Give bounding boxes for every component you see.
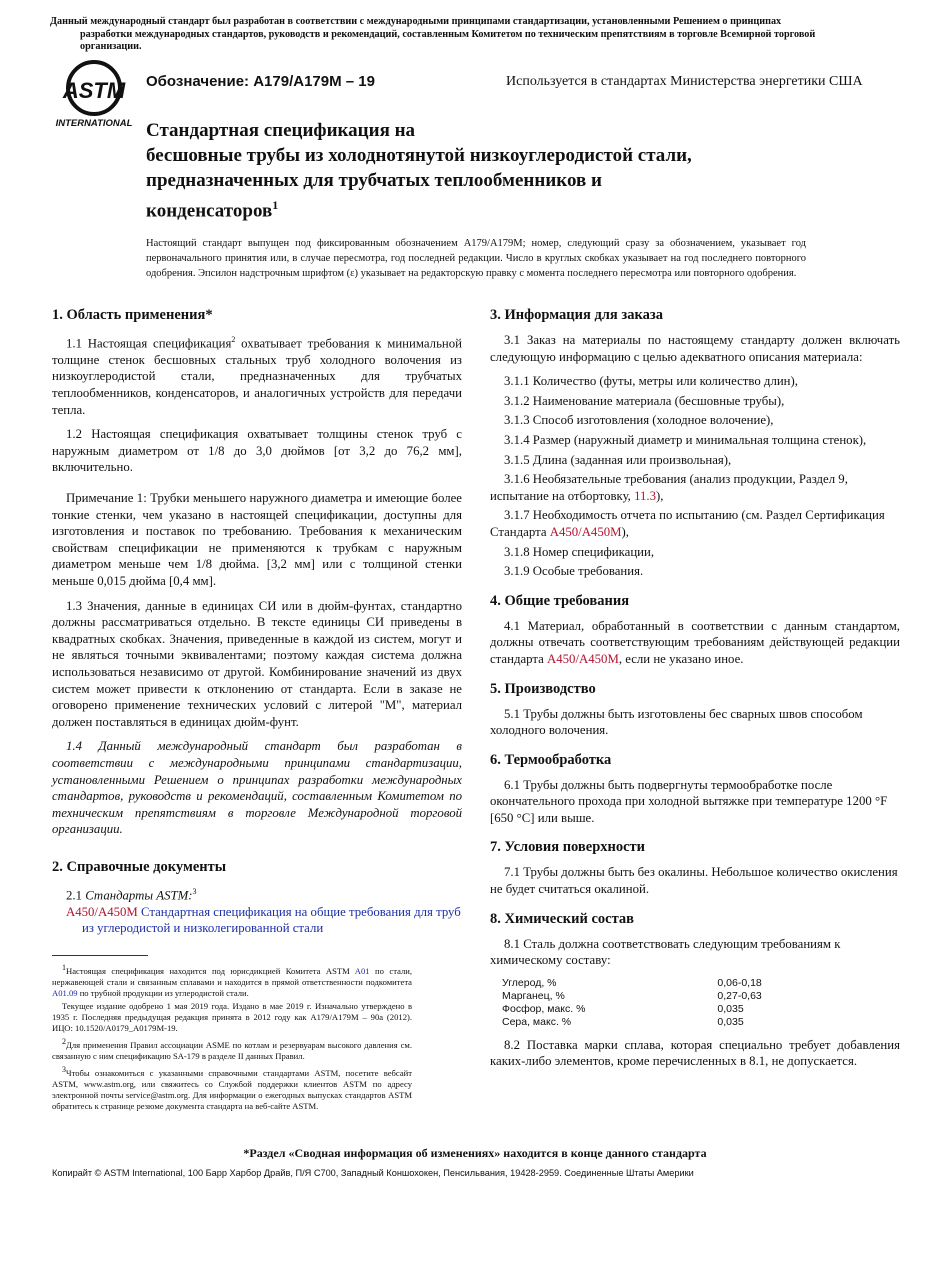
footnote-divider [52,955,148,956]
paragraph-1-1: 1.1 Настоящая спецификация$^2$ охватывает требования к минимальной толщине стенок бесшовных стальных труб холодного волочения из низкоуглеродистой стали, предназначенных для трубчатых теплообменников, конденсаторов, и аналогичных устройств для передачи тепла. [52,335,462,417]
logo-subtext: INTERNATIONAL [55,118,133,129]
section-heading: 6. Термообработка [490,751,612,768]
notice-line: организации. [80,41,142,52]
paragraph-6-1: 6.1 Трубы должны быть подвергнуты термообработке после окончательного прохода при холодной вытяжке при температуре 1200 °F [650 °C] или выше. [490,777,888,825]
logo-text: ASTM [62,78,126,103]
left-column [52,306,462,1114]
order-item: 3.1.9 Особые требования. [504,564,644,579]
chemical-composition-table [502,977,832,1029]
copyright: Копирайт © ASTM International, 100 Барр Харбор Драйв, П/Я C700, Западный Коншохокен, Пенсильвания, 19428-2959. Соединенные Штаты Америки [52,1168,694,1178]
order-item: 3.1.2 Наименование материала (бесшовные трубы), [504,393,785,408]
designation: Обозначение: A179/A179M – 19 [146,73,375,90]
section-heading: 2. Справочные документы [52,858,227,875]
section-heading: 7. Условия поверхности [490,839,646,856]
note-1: Примечание 1: Трубки меньшего наружного диаметра и имеющие более тонкие стенки, чем указано в настоящей спецификации, доступны для изготовления и поставок по требованию. Требования к механическим свойствам спецификации не применяются к трубкам с наружным диаметром меньше чем 1/8 дюйма. [3,2 мм] или с толщиной стенки меньше 0,015 дюйма [0,4 мм]. [52,491,462,588]
paragraph-8-2: 8.2 Поставка марки сплава, которая специально требует добавления каких-либо элементов, кроме перечисленных в 8.1, не допускается. [490,1037,900,1069]
footnote-1: $^1$Настоящая спецификация находится под юрисдикцией Комитета ASTM A01 по стали, нержавеющей стали и связанным сплавами и находится в прямой ответственности подкомитета A01.09 по трубной продукции из углеродистой стали. [52,962,412,998]
paragraph-8-1: 8.1 Сталь должна соответствовать следующим требованиям к химическому составу: [490,936,841,968]
section-heading: 1. Область применения* [52,307,213,323]
notice-line: разработки международных стандартов, руководств и рекомендаций, составленным Комитетом по техническим препятствиям в торговле Всемирной торговой [80,28,816,40]
paragraph-2-1: 2.1 Стандарты ASTM:$^3$ [66,886,197,903]
footnote-2: $^2$Для применения Правил ассоциации ASME по котлам и резервуарам высокого давления см. связанную с ним спецификацию SA-179 в разделе II данных Правил. [52,1036,412,1061]
order-item: 3.1.8 Номер спецификации, [504,544,655,559]
footnote-3: $^3$Чтобы ознакомиться с указанными справочными стандартами ASTM, посетите вебсайт ASTM, www.astm.org, или свяжитесь со Службой поддержки клиентов ASTM по адресу электронной почты service@astm.org. Для информации о ежегодных выпусках стандартов ASTM обратитесь к странице резюме документа стандарта на веб-сайте ASTM. [52,1064,412,1111]
intro-paragraph: Настоящий стандарт выпущен под фиксированным обозначением A179/A179M; номер, следующий сразу за обозначением, указывает год первоначального принятия или, в случае пересмотра, год последней редакции. Число в круглых скобках указывает на год последнего повторного одобрения. Эпсилон надстрочным шрифтом (ε) указывает на редакторскую правку с момента последнего пересмотра или повторного одобрения. [146,238,806,279]
order-item: 3.1.1 Количество (футы, метры или количество длин), [504,374,798,389]
document-title: Стандартная спецификация на бесшовные трубы из холоднотянутой низкоуглеродистой стали, предназначенных для трубчатых теплообменников и конденсаторов$^1$ [146,120,692,222]
table-row: Углерод, % 0,06-0,18 [502,976,762,989]
order-item: 3.1.5 Длина (заданная или произвольная), [504,452,732,467]
order-item: 3.1.6 Необязательные требования (анализ продукции, Раздел 9, испытание на отбортовку, 11.3), [490,472,848,503]
right-column [490,306,900,1078]
footnote-1-edition: Текущее издание одобрено 1 мая 2019 года. Издано в мае 2019 г. Изначально утверждено в 1935 г. Последняя предыдущая редакция принята в 2012 году как A179/A179M – 90a (2012). ИЦО: 10.1520/A0179_A0179M-19. [52,1000,412,1033]
table-row: Марганец, % 0,27-0,63 [502,989,762,1002]
notice-line: Данный международный стандарт был разработан в соответствии с международными принципами стандартизации, установленными Решением о принципах [50,16,782,27]
paragraph-1-2: 1.2 Настоящая спецификация охватывает толщины стенок труб с наружным диаметром от 1/8 до 3,0 дюймов [от 3,2 до 76,2 мм], включительно. [52,427,462,475]
paragraph-4-1: 4.1 Материал, обработанный в соответствии с данным стандартом, должны отвечать соответствующим требованиям действующей редакции стандарта A450/A450M, если не указано иное. [490,618,900,666]
astm-logo [54,58,134,130]
paragraph-1-4: 1.4 Данный международный стандарт был разработан в соответствии с международными принципами стандартизации, установленными Решением о принципах разработки международных стандартов, руководств и рекомендаций, составленным Комитетом по техническим препятствиям в торговле Международной торговой организации. [52,739,462,837]
section-heading: 3. Информация для заказа [490,307,663,323]
reference-a450[interactable]: A450/A450M Стандартная спецификация на общие требования для труб из углеродистой и низколегированной стали [66,904,461,936]
section-heading: 8. Химический состав [490,910,634,927]
used-by-doe: Используется в стандартах Министерства энергетики США [506,74,863,89]
international-standard-notice [50,16,910,54]
order-item: 3.1.4 Размер (наружный диаметр и минимальная толщина стенок), [504,432,867,447]
paragraph-7-1: 7.1 Трубы должны быть без окалины. Небольшое количество окисления не будет считаться окалиной. [490,865,898,897]
summary-of-changes-note: *Раздел «Сводная информация об изменениях» находится в конце данного стандарта [243,1146,707,1160]
section-heading: 5. Производство [490,680,596,697]
paragraph-1-3: 1.3 Значения, данные в единицах СИ или в дюйм-фунтах, стандартно должны рассматриваться отдельно. В тексте единицы СИ приведены в квадратных скобках. Значения, приведенные в каждой из систем, могут и не являться точными эквивалентами; поэтому каждая система должна использоваться независимо от другой. Комбинирование значений из двух систем может привести к отклонению от стандарта. Если в заказе не оговорено применение технических условий с литерой "M", материал должен поставляться в единицах дюйм-фунт. [52,598,462,729]
section-heading: 4. Общие требования [490,592,630,609]
table-row: Фосфор, макс. % 0,035 [502,1002,744,1015]
paragraph-5-1: 5.1 Трубы должны быть изготовлены бес сварных швов способом холодного волочения. [490,706,863,738]
order-item: 3.1.7 Необходимость отчета по испытанию (см. Раздел Сертификация Стандарта A450/A450M), [490,508,885,539]
order-item: 3.1.3 Способ изготовления (холодное волочение), [504,413,774,428]
paragraph-3-1: 3.1 Заказ на материалы по настоящему стандарту должен включать следующую информацию с целью адекватного описания материала: [490,333,900,364]
table-row: Сера, макс. % 0,035 [502,1015,744,1028]
